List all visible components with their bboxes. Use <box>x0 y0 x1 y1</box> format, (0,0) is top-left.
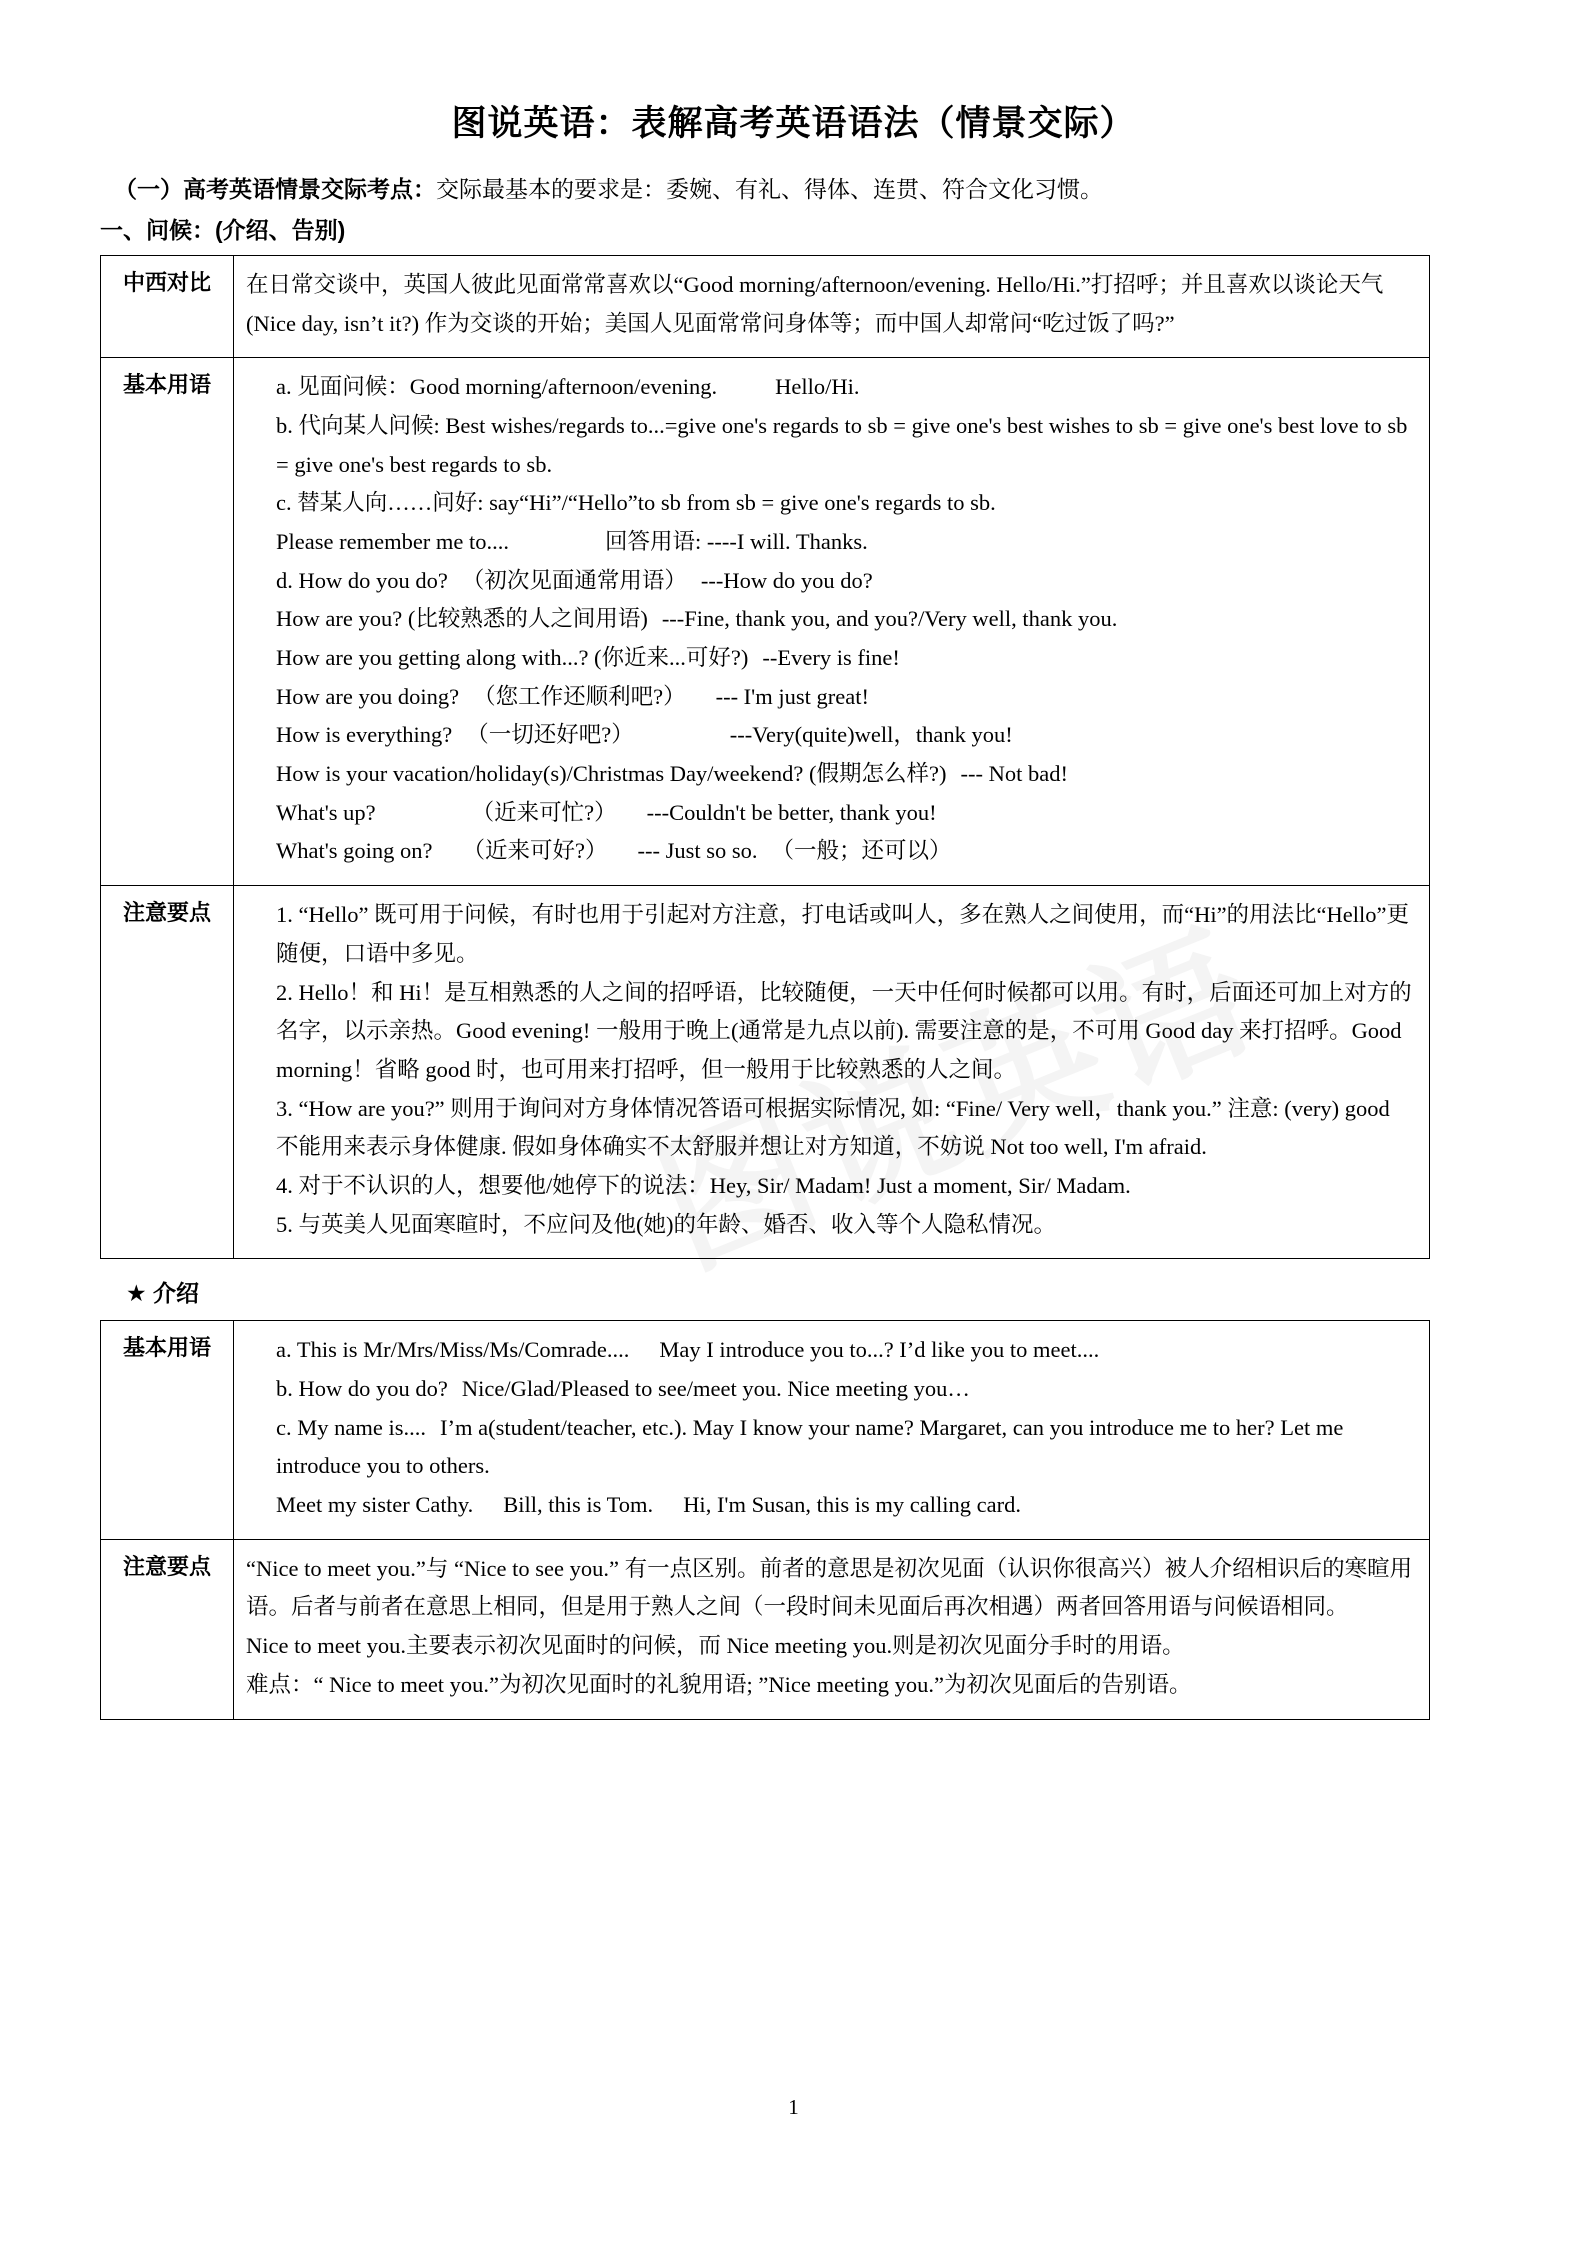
intro-a-2: May I introduce you to...? I’d like you to meet.... <box>659 1337 1100 1363</box>
greeting-table <box>100 255 1430 1260</box>
phrase-doing-a: --- I'm just great! <box>715 683 869 709</box>
intro-note-2: Nice to meet you.主要表示初次见面时的问候，而 Nice meeting you.则是初次见面分手时的用语。 <box>246 1633 1185 1659</box>
row-label-intro-basic: 基本用语 <box>101 1321 234 1539</box>
phrase-hay-q: How are you? (比较熟悉的人之间用语) <box>276 606 648 632</box>
phrase-a-a: Hello/Hi. <box>775 374 860 400</box>
phrase-wu-note: （近来可忙?） <box>471 799 617 825</box>
table-row <box>101 358 1430 886</box>
row-body-intro-basic <box>234 1321 1430 1539</box>
page-content <box>100 96 1487 1720</box>
intro-note-3: 难点：“ Nice to meet you.”为初次见面时的礼貌用语; ”Nice meeting you.”为初次见面后的告别语。 <box>246 1671 1192 1697</box>
intro-meet-2: Bill, this is Tom. <box>503 1492 654 1518</box>
intro-lead: （一）高考英语情景交际考点： <box>114 176 436 202</box>
phrase-b: b. 代向某人问候: Best wishes/regards to...=give one's regards to sb = give one's best wishes to sb = give one's best love to sb = give one's best regards to sb. <box>276 412 1408 477</box>
note-2: 2. Hello！和 Hi！是互相熟悉的人之间的招呼语，比较随便，一天中任何时候都可以用。有时，后面还可加上对方的名字，以示亲热。Good evening! 一般用于晚上(通常是九点以前). 需要注意的是，不可用 Good day 来打招呼。Good morning！省略 good 时，也可用来打招呼，但一般用于比较熟悉的人之间。 <box>276 979 1412 1082</box>
intro-a-1: a. This is Mr/Mrs/Miss/Ms/Comrade.... <box>276 1337 630 1363</box>
note-1: 1. “Hello” 既可用于问候，有时也用于引起对方注意，打电话或叫人，多在熟人之间使用，而“Hi”的用法比“Hello”更随便，口语中多见。 <box>276 902 1410 966</box>
phrase-d-note: （初次见面通常用语） <box>461 567 687 593</box>
phrase-go-q: What's going on? <box>276 838 433 864</box>
phrase-go-extra: （一般；还可以） <box>771 838 952 864</box>
phrase-d-q: d. How do you do? <box>276 567 448 593</box>
phrase-vacation <box>246 755 1417 794</box>
phrase-vac-a: --- Not bad! <box>960 761 1068 787</box>
intro-b-1: b. How do you do? <box>276 1376 448 1402</box>
intro-phrase-b <box>246 1370 1417 1409</box>
phrase-c-remember <box>246 523 1417 562</box>
phrase-c: c. 替某人向……问好: say“Hi”/“Hello”to sb from sb = give one's regards to sb. <box>276 490 996 516</box>
phrase-vac-q: How is your vacation/holiday(s)/Christmas Day/weekend? (假期怎么样?) <box>276 761 947 787</box>
phrase-going-on <box>246 832 1417 871</box>
intro-b-2: Nice/Glad/Pleased to see/meet you. Nice meeting you… <box>461 1376 970 1402</box>
table-row <box>101 886 1430 1259</box>
row-label-basic-phrases: 基本用语 <box>101 358 234 886</box>
note-3: 3. “How are you?” 则用于询问对方身体情况答语可根据实际情况, 如: “Fine/ Very well，thank you.” 注意: (very) good 不能用来表示身体健康. 假如身体确实不太舒服并想让对方知道，不妨说 Not too well, I'm afraid. <box>276 1095 1390 1160</box>
note-4: 4. 对于不认识的人，想要他/她停下的说法：Hey, Sir/ Madam! Just a moment, Sir/ Madam. <box>276 1172 1131 1198</box>
row-label-notes: 注意要点 <box>101 886 234 1259</box>
phrase-getting-along <box>246 639 1417 678</box>
contrast-text: 在日常交谈中，英国人彼此见面常常喜欢以“Good morning/afternoon/evening. Hello/Hi.”打招呼；并且喜欢以谈论天气(Nice day, isn’t it?) 作为交谈的开始；美国人见面常常问身体等；而中国人却常问“吃过饭了吗?” <box>246 271 1384 336</box>
intro-meet-3: Hi, I'm Susan, this is my calling card. <box>683 1492 1021 1518</box>
phrase-c-q: Please remember me to.... <box>276 528 510 554</box>
phrase-ev-a: ---Very(quite)well，thank you! <box>729 722 1013 748</box>
intro-rest: 交际最基本的要求是：委婉、有礼、得体、连贯、符合文化习惯。 <box>436 177 1103 202</box>
intro-phrase-a <box>246 1331 1417 1370</box>
phrase-doing-q: How are you doing? <box>276 683 460 709</box>
table-row <box>101 255 1430 357</box>
intro-note-1: “Nice to meet you.”与 “Nice to see you.” 有一点区别。前者的意思是初次见面（认识你很高兴）被人介绍相识后的寒暄用语。后者与前者在意思上相同，但是用于熟人之间（一段时间未见面后再次相遇）两者回答用语与问候语相同。 <box>246 1555 1413 1620</box>
table-row <box>101 1321 1430 1539</box>
section-heading-greeting: 一、问候：(介绍、告别) <box>100 216 346 243</box>
phrase-how-are-you <box>246 600 1417 639</box>
phrase-go-a: --- Just so so. <box>637 838 758 864</box>
phrase-a-q: a. 见面问候：Good morning/afternoon/evening. <box>276 374 718 400</box>
row-body-contrast <box>234 255 1430 357</box>
phrase-d-a: ---How do you do? <box>700 567 873 593</box>
row-label-intro-notes: 注意要点 <box>101 1539 234 1719</box>
phrase-wu-a: ---Couldn't be better, thank you! <box>646 799 937 825</box>
page-number: 1 <box>788 2095 799 2119</box>
intro-phrase-meet <box>246 1486 1417 1525</box>
intro-meet-1: Meet my sister Cathy. <box>276 1492 474 1518</box>
page-title: 图说英语：表解高考英语语法（情景交际） <box>451 104 1136 143</box>
phrase-whats-up <box>246 794 1417 833</box>
phrase-wu-q: What's up? <box>276 799 376 825</box>
phrase-go-note: （近来可好?） <box>462 838 608 864</box>
phrase-c-a: 回答用语: ----I will. Thanks. <box>605 528 868 554</box>
row-label-contrast: 中西对比 <box>101 255 234 357</box>
section-heading-introduction: ★ 介绍 <box>126 1280 200 1307</box>
row-body-basic-phrases <box>234 358 1430 886</box>
phrase-ev-q: How is everything? <box>276 722 453 748</box>
table-row <box>101 1539 1430 1719</box>
intro-paragraph <box>114 172 1487 208</box>
note-5: 5. 与英美人见面寒暄时，不应问及他(她)的年龄、婚否、收入等个人隐私情况。 <box>276 1211 1056 1237</box>
intro-phrase-c <box>246 1409 1417 1486</box>
phrase-ga-a: --Every is fine! <box>762 645 900 671</box>
introduction-table <box>100 1320 1430 1719</box>
row-body-notes <box>234 886 1430 1259</box>
row-body-intro-notes <box>234 1539 1430 1719</box>
phrase-d <box>246 562 1417 601</box>
phrase-ga-q: How are you getting along with...? (你近来...可好?) <box>276 645 749 671</box>
intro-c-1: c. My name is.... <box>276 1414 426 1440</box>
phrase-everything <box>246 716 1417 755</box>
phrase-doing-note: （您工作还顺利吧?） <box>473 683 686 709</box>
intro-c-2: I’m a(student/teacher, etc.). May I know your name? Margaret, can you introduce me to her? Let me introduce you to others. <box>276 1414 1344 1479</box>
phrase-doing <box>246 678 1417 717</box>
phrase-ev-note: （一切还好吧?） <box>466 722 634 748</box>
phrase-hay-a: ---Fine, thank you, and you?/Very well, thank you. <box>661 606 1118 632</box>
phrase-a <box>246 368 1417 407</box>
